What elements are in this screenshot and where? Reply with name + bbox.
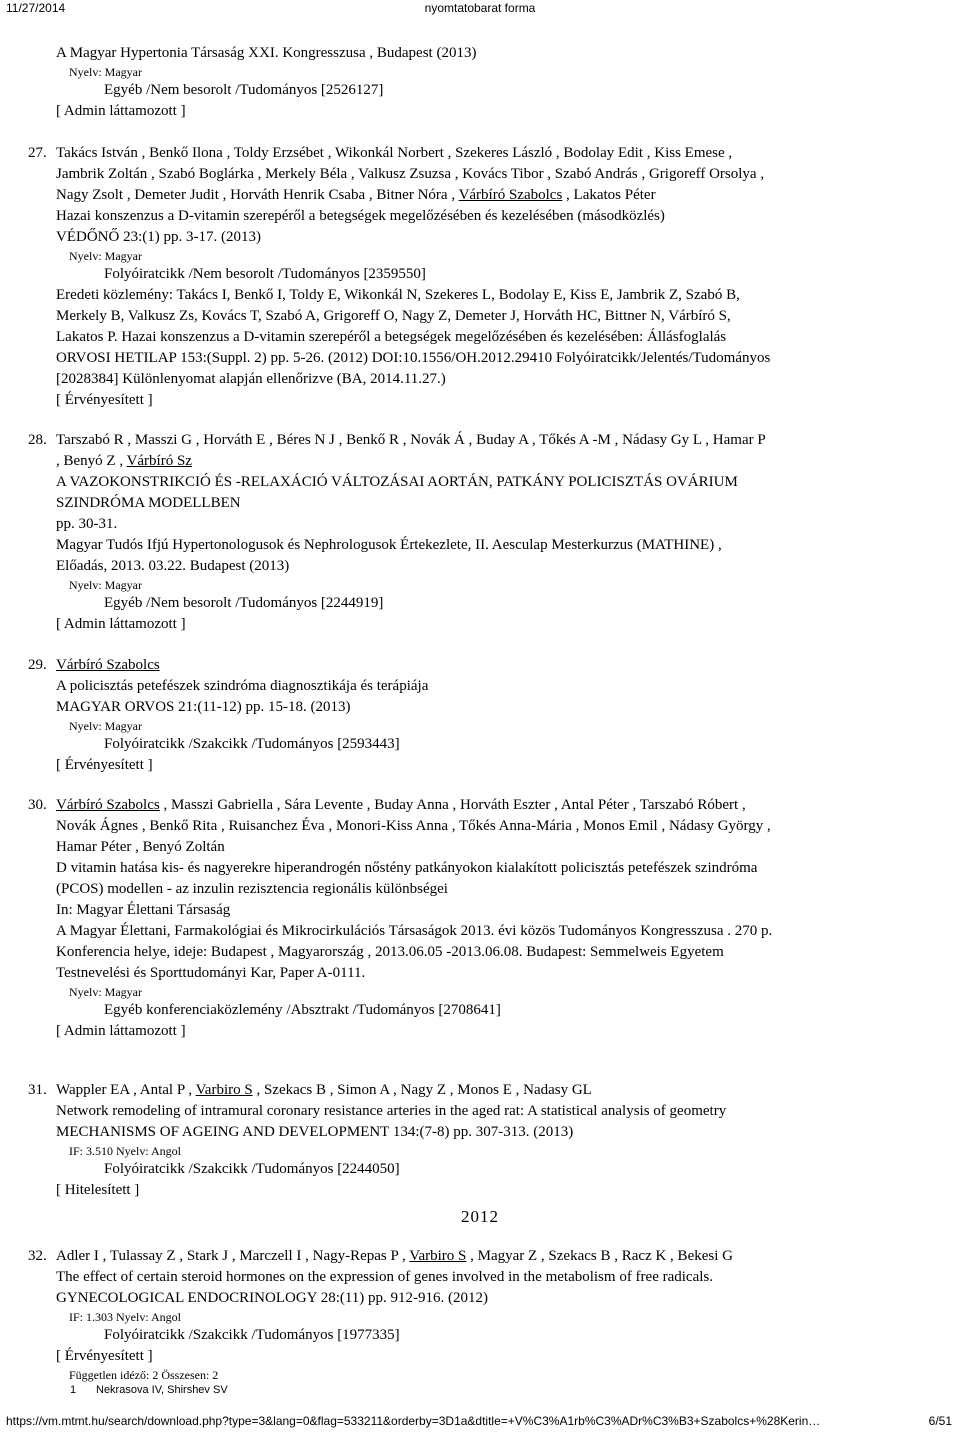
publication-entry — [56, 143, 946, 411]
publication-title: A VAZOKONSTRIKCIÓ ÉS -RELAXÁCIÓ VÁLTOZÁSAI AORTÁN, PATKÁNY POLICISZTÁS OVÁRIUM — [56, 474, 738, 490]
page-url: https://vm.mtmt.hu/search/download.php?type=3&lang=0&flag=533211&orderby=3D1a&dtitle=+V%C3%A1rb%C3%ADr%C3%B3+Szabolcs+%28Kerin… — [6, 1414, 821, 1428]
authors-text: Wappler EA , Antal P , — [56, 1082, 193, 1098]
year-heading: 2012 — [461, 1207, 499, 1226]
entry-number: 30. — [28, 797, 47, 813]
publication-type: Folyóiratcikk /Nem besorolt /Tudományos [2359550] — [104, 266, 426, 282]
language-label: Nyelv: Magyar — [69, 719, 142, 733]
author-link[interactable]: Várbíró Szabolcs — [56, 797, 160, 813]
language-label: Nyelv: Magyar — [69, 249, 142, 263]
entry-number: 31. — [28, 1082, 47, 1098]
entry-number: 27. — [28, 145, 47, 161]
publication-title: (PCOS) modellen - az inzulin rezisztencia regionális különbségei — [56, 881, 448, 897]
conference-info: Előadás, 2013. 03.22. Budapest (2013) — [56, 558, 290, 574]
citation-count: Független idéző: 2 Összesen: 2 — [69, 1368, 219, 1382]
authors: Takács István , Benkő Ilona , Toldy Erzsébet , Wikonkál Norbert , Szekeres László , Bodolay Edit , Kiss Emese , — [56, 145, 733, 161]
entry-number: 28. — [28, 432, 47, 448]
publication-entry — [56, 655, 946, 776]
journal-citation: MECHANISMS OF AGEING AND DEVELOPMENT 134:(7-8) pp. 307-313. (2013) — [56, 1124, 574, 1140]
journal-citation: VÉDŐNŐ 23:(1) pp. 3-17. (2013) — [56, 229, 261, 245]
publication-venue: A Magyar Hypertonia Társaság XXI. Kongresszusa , Budapest (2013) — [56, 45, 477, 61]
status-badge: [ Érvényesített ] — [56, 392, 153, 408]
conference-info: Konferencia helye, ideje: Budapest , Magyarország , 2013.06.05 -2013.06.08. Budapest: Semmelweis Egyetem — [56, 944, 724, 960]
authors — [56, 655, 946, 676]
original-publication: Lakatos P. Hazai konszenzus a D-vitamin szerepéről a betegségek megelőzésében és kezelésében: Állásfoglalás — [56, 329, 727, 345]
status-badge: [ Admin láttamozott ] — [56, 616, 186, 632]
original-publication: ORVOSI HETILAP 153:(Suppl. 2) pp. 5-26. (2012) DOI:10.1556/OH.2012.29410 Folyóiratcikk/Jelentés/Tudományos — [56, 350, 771, 366]
authors — [56, 1246, 946, 1267]
authors: Novák Ágnes , Benkő Rita , Ruisanchez Éva , Monori-Kiss Anna , Tőkés Anna-Mária , Monos Emil , Nádasy György , — [56, 818, 771, 834]
publication-entry-continued — [56, 43, 946, 122]
page-number: 6/51 — [928, 1414, 952, 1428]
publication-type: Folyóiratcikk /Szakcikk /Tudományos [1977335] — [104, 1327, 400, 1343]
authors-text: , Benyó Z , — [56, 453, 124, 469]
entry-number: 29. — [28, 657, 47, 673]
impact-and-language: IF: 1.303 Nyelv: Angol — [69, 1310, 182, 1324]
authors-text: , Szekacs B , Simon A , Nagy Z , Monos E , Nadasy GL — [256, 1082, 592, 1098]
publication-type: Egyéb /Nem besorolt /Tudományos [2244919] — [104, 595, 384, 611]
author-link[interactable]: Varbiro S — [409, 1248, 467, 1264]
page-range: pp. 30-31. — [56, 516, 118, 532]
language-label: Nyelv: Magyar — [69, 985, 142, 999]
publication-entry — [56, 1246, 946, 1397]
author-link[interactable]: Várbíró Sz — [126, 453, 192, 469]
publication-entry — [56, 430, 946, 635]
authors: Jambrik Zoltán , Szabó Boglárka , Merkely Béla , Valkusz Zsuzsa , Kovács Tibor , Szabó András , Grigoreff Orsolya , — [56, 166, 765, 182]
publication-entry — [56, 795, 946, 1042]
author-link[interactable]: Várbíró Szabolcs — [56, 657, 160, 673]
author-link[interactable]: Várbíró Szabolcs — [458, 187, 563, 203]
proceedings-in: In: Magyar Élettani Társaság — [56, 902, 231, 918]
publication-title: SZINDRÓMA MODELLBEN — [56, 495, 241, 511]
impact-and-language: IF: 3.510 Nyelv: Angol — [69, 1144, 182, 1158]
entry-number: 32. — [28, 1248, 47, 1264]
author-link[interactable]: Varbiro S — [195, 1082, 253, 1098]
publication-title: Network remodeling of intramural coronary resistance arteries in the aged rat: A statistical analysis of geometry — [56, 1103, 727, 1119]
print-footer — [0, 1412, 960, 1432]
language-label: Nyelv: Magyar — [69, 578, 142, 592]
conference-info: Magyar Tudós Ifjú Hypertonologusok és Nephrologusok Értekezlete, II. Aesculap Mesterkurzus (MATHINE) , — [56, 537, 722, 553]
authors — [56, 185, 946, 206]
authors — [56, 795, 946, 816]
status-badge: [ Hitelesített ] — [56, 1182, 140, 1198]
conference-info: Testnevelési és Sporttudományi Kar, Paper A-0111. — [56, 965, 366, 981]
publication-type: Egyéb konferenciaközlemény /Absztrakt /Tudományos [2708641] — [104, 1002, 501, 1018]
journal-citation: GYNECOLOGICAL ENDOCRINOLOGY 28:(11) pp. 912-916. (2012) — [56, 1290, 489, 1306]
status-badge: [ Érvényesített ] — [56, 1348, 153, 1364]
publication-title: The effect of certain steroid hormones on the expression of genes involved in the metabolism of free radicals. — [56, 1269, 714, 1285]
citing-authors: Nekrasova IV, Shirshev SV — [96, 1384, 228, 1396]
publication-title: D vitamin hatása kis- és nagyerekre hiperandrogén nőstény patkányokon kialakított policisztás petefészek szindróma — [56, 860, 758, 876]
publication-type: Folyóiratcikk /Szakcikk /Tudományos [2593443] — [104, 736, 400, 752]
status-badge: [ Admin láttamozott ] — [56, 103, 186, 119]
authors-text: , Magyar Z , Szekacs B , Racz K , Bekesi G — [470, 1248, 733, 1264]
citing-item-number: 1 — [70, 1384, 77, 1396]
publication-title: A policisztás petefészek szindróma diagnosztikája és terápiája — [56, 678, 429, 694]
original-publication: Merkely B, Valkusz Zs, Kovács T, Szabó A, Grigoreff O, Nagy Z, Demeter J, Horváth HC, Bittner N, Várbíró S, — [56, 308, 731, 324]
journal-citation: MAGYAR ORVOS 21:(11-12) pp. 15-18. (2013) — [56, 699, 351, 715]
authors — [56, 451, 946, 472]
authors-text: , Masszi Gabriella , Sára Levente , Buday Anna , Horváth Eszter , Antal Péter , Tarszabó Róbert , — [163, 797, 746, 813]
publication-title: Hazai konszenzus a D-vitamin szerepéről a betegségek megelőzésében és kezelésében (másodközlés) — [56, 208, 665, 224]
authors-text: Adler I , Tulassay Z , Stark J , Marczell I , Nagy-Repas P , — [56, 1248, 406, 1264]
authors — [56, 1080, 946, 1101]
original-publication: [2028384] Különlenyomat alapján ellenőrizve (BA, 2014.11.27.) — [56, 371, 446, 387]
print-title: nyomtatobarat forma — [424, 1, 536, 15]
authors: Hamar Péter , Benyó Zoltán — [56, 839, 225, 855]
citing-item — [56, 1383, 946, 1397]
print-header — [0, 0, 960, 20]
authors-text: , Lakatos Péter — [566, 187, 656, 203]
status-badge: [ Érvényesített ] — [56, 757, 153, 773]
publication-entry — [56, 1080, 946, 1201]
authors: Tarszabó R , Masszi G , Horváth E , Béres N J , Benkő R , Novák Á , Buday A , Tőkés A -M , Nádasy Gy L , Hamar P — [56, 432, 766, 448]
status-badge: [ Admin láttamozott ] — [56, 1023, 186, 1039]
language-label: Nyelv: Magyar — [69, 65, 142, 79]
original-publication: Eredeti közlemény: Takács I, Benkő I, Toldy E, Wikonkál N, Szekeres L, Bodolay E, Kiss E, Jambrik Z, Szabó B, — [56, 287, 740, 303]
conference-info: A Magyar Élettani, Farmakológiai és Mikrocirkulációs Társaságok 2013. évi közös Tudományos Kongresszusa . 270 p. — [56, 923, 773, 939]
print-date: 11/27/2014 — [6, 1, 66, 15]
publication-type: Egyéb /Nem besorolt /Tudományos [2526127] — [104, 82, 384, 98]
authors-text: Nagy Zsolt , Demeter Judit , Horváth Henrik Csaba , Bitner Nóra , — [56, 187, 456, 203]
publication-type: Folyóiratcikk /Szakcikk /Tudományos [2244050] — [104, 1161, 400, 1177]
